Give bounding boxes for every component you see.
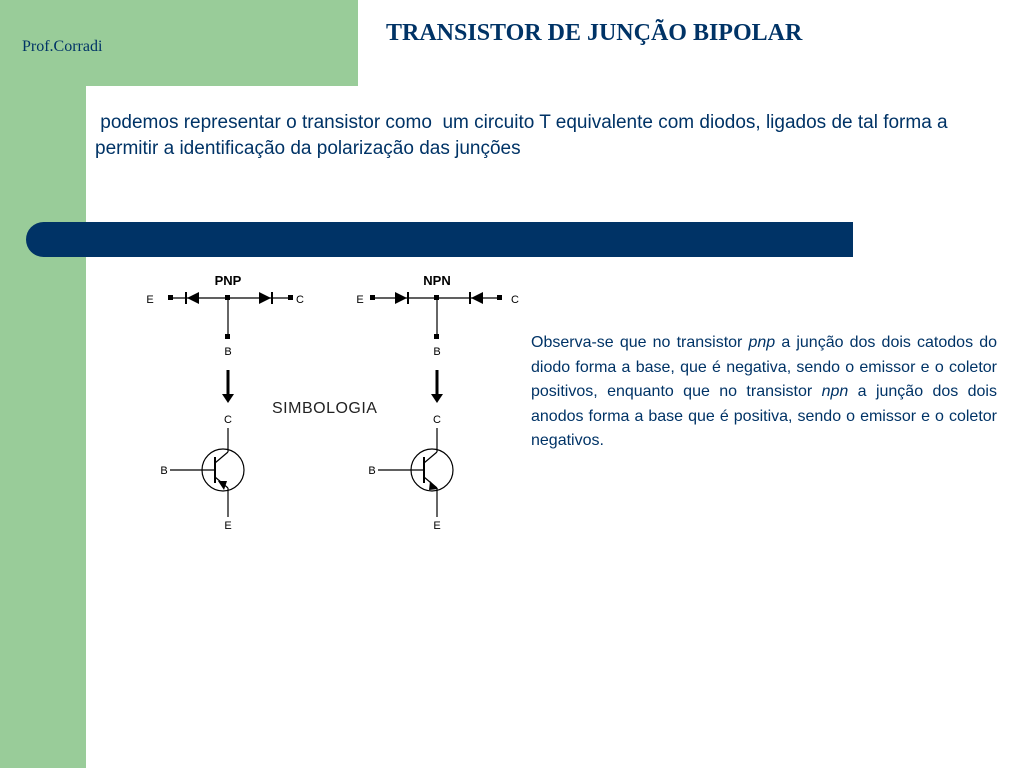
pnp-word: pnp [748,334,776,351]
pnp-symbol-terminal-b: B [160,465,168,477]
npn-terminal-c: C [511,294,519,306]
pnp-terminal-c: C [296,294,304,306]
npn-symbol-terminal-c: C [433,414,441,426]
npn-word: npn [821,383,849,400]
npn-transistor-symbol [368,414,453,532]
npn-diode-circuit [356,273,519,403]
divider-bar [26,222,853,257]
observation-part-1: Observa-se que no transistor [531,334,749,351]
slide-title: TRANSISTOR DE JUNÇÃO BIPOLAR [386,20,803,46]
transistor-diagram [130,262,530,542]
pnp-diode-circuit [146,273,304,403]
pnp-terminal-e: E [146,294,154,306]
npn-symbol-terminal-e: E [433,520,441,532]
npn-symbol-terminal-b: B [368,465,376,477]
pnp-terminal-b: B [224,346,232,358]
symbology-label: SIMBOLOGIA [272,400,378,417]
pnp-label: PNP [214,273,242,288]
author-label: Prof.Corradi [22,38,103,55]
green-sidebar [0,0,86,768]
observation-part-2: a junção dos dois catodos do diodo forma a base, que é negativa, sendo o emissor e o coletor positivos, enquanto que no transistor [531,334,998,400]
observation-paragraph [531,331,997,454]
pnp-symbol-terminal-c: C [224,414,232,426]
npn-terminal-b: B [433,346,441,358]
pnp-transistor-symbol [160,414,244,532]
observation-part-3: a junção dos dois anodos forma a base que é positiva, sendo o emissor e o coletor negativos. [531,383,997,449]
npn-label: NPN [423,273,451,288]
pnp-symbol-terminal-e: E [224,520,232,532]
npn-terminal-e: E [356,294,364,306]
intro-paragraph: podemos representar o transistor como um circuito T equivalente com diodos, ligados de tal forma a permitir a identificação da polarização das junções [95,112,953,159]
